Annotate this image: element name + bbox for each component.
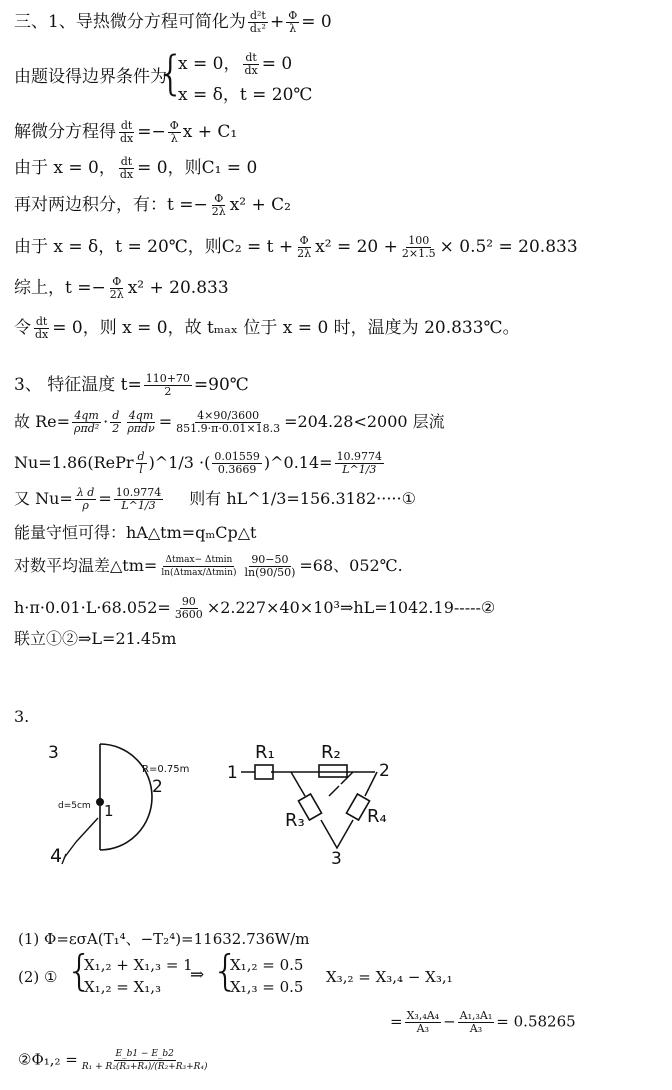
text: =204.28<2000 层流 [284,412,445,431]
s3b-eq-1: (1) Φ=εσA(T₁⁴、−T₂⁴)=11632.736W/m [18,930,310,948]
hemisphere-figure [40,730,200,870]
fraction [72,410,101,435]
fraction [118,156,135,181]
text: h·π·0.01·L·68.052= [14,598,171,617]
text: 对数平均温差△tm= [14,556,158,575]
den: A₃ [416,1022,430,1035]
node-1: 1 [227,763,238,783]
den: l [139,463,143,476]
s3-line-8 [14,628,176,650]
label-2: 2 [152,777,163,797]
text: 再对两边积分，有：t =− [14,195,208,215]
num: dt [245,51,257,64]
eq-x12-equals-x13: X₁,₂ = X₁,₃ [84,978,162,996]
den: ln(Δtmax/Δtmin) [161,568,237,578]
num: 100 [408,234,430,247]
den: A₃ [469,1022,483,1035]
den: dx [244,64,258,77]
num: d [112,409,120,422]
hemisphere-outline [100,744,152,850]
line-3 [14,120,237,145]
text: 故 Re= [14,412,71,431]
text: 令 [14,318,31,338]
num: λ d [76,486,95,499]
fraction [210,193,228,218]
eq-x12-x13: X₁,₂ + X₁,₃ = 1 [84,956,193,974]
text: 由题设得边界条件为 [14,67,167,87]
condition-1 [178,52,292,77]
line-2 [14,66,167,88]
text: x² + 20.833 [127,278,229,298]
text: x = δ，t = 20℃ [178,85,313,105]
text: = 0 [301,12,332,32]
text: − [443,1012,456,1031]
s3b-title: 3. [14,707,30,726]
text: 综上，t =− [14,278,106,298]
num: d²t [249,9,266,22]
num: Φ [214,192,224,205]
num: 4qm [74,409,99,422]
s3-line-4 [14,487,416,512]
num: 90 [181,595,196,608]
fraction [174,410,282,435]
num: 10.9774 [115,486,162,499]
text: = [390,1012,403,1031]
fraction [242,52,259,77]
fraction [108,276,126,301]
resistor-r1 [255,765,273,779]
node-2: 2 [379,761,390,781]
text: =− [137,122,166,142]
line-8 [14,316,520,341]
den: dx [120,132,134,145]
disc-dot [96,798,104,806]
text: 三、1、导热微分方程可简化为 [14,12,246,32]
text: =68、052℃. [299,556,403,575]
num: 0.01559 [214,450,260,463]
num: Φ [288,9,298,22]
s3-line-3 [14,451,386,476]
den: 2λ [297,247,312,260]
fraction [335,451,385,476]
num: A₁,₃A₁ [459,1009,493,1022]
line-7 [14,276,229,301]
left-brace: { [66,946,93,995]
num: Φ [112,275,122,288]
text: = [98,489,112,508]
text: 由于 x = 0， [14,158,116,178]
num: X₃,₄A₄ [406,1009,440,1022]
num: dt [35,315,48,328]
num: E_b1 − E_b2 [115,1049,174,1059]
fraction [110,410,121,435]
arrow-4 [62,818,98,864]
text: )^1/3 ·( [148,453,211,472]
den: 2 [164,385,172,398]
text: = 0.58265 [496,1012,576,1031]
text: = [158,412,173,431]
text: Nu=1.86(RePr [14,453,134,472]
line-4 [14,156,257,181]
fraction [168,120,181,145]
eq-x12-value: X₁,₂ = 0.5 [230,956,304,974]
num: dt [120,155,133,168]
num: Φ [299,234,309,247]
den: 2 [112,422,120,435]
fraction [286,10,299,35]
text: 则有 hL^1/3=156.3182·····① [189,489,416,508]
den: λ [289,22,297,35]
label-r4: R₄ [367,806,387,827]
num: 90−50 [251,553,289,566]
text: x² = 20 + [315,237,398,257]
fraction [136,451,147,476]
num: dt [120,119,133,132]
text: 3、 特征温度 t= [14,375,142,395]
line-6 [14,235,578,260]
s3-line-1 [14,373,249,398]
s3b-eq-3 [390,1010,576,1035]
den: 2λ [109,288,124,301]
line-1 [14,10,332,35]
text: = 0，则C₁ = 0 [137,158,258,178]
text: + [269,12,285,32]
s3-line-2 [14,410,445,435]
label-r1: R₁ [255,742,275,763]
den: R₁ + R₂(R₃+R₄)/(R₂+R₃+R₄) [81,1062,208,1072]
text: x = 0， [178,54,241,74]
fraction [248,10,268,35]
node-3: 3 [331,849,342,869]
den: 0.3669 [217,463,257,476]
label-diameter: d=5cm [58,801,91,811]
fraction [75,487,97,512]
eq-x32: X₃,₂ = X₃,₄ − X₃,₁ [326,968,453,986]
label-r2: R₂ [321,742,341,763]
text: × 0.5² = 20.833 [439,237,578,257]
fraction [144,373,192,398]
label-radius: R=0.75m [142,764,190,775]
network-figure [225,730,415,870]
text: 联立①②⇒L=21.45m [14,629,177,648]
label-r3: R₃ [285,810,305,831]
num: 10.9774 [336,450,383,463]
fraction [212,451,262,476]
fraction [118,120,135,145]
den: ln(90/50) [244,566,296,579]
fraction [173,596,205,621]
implies-arrow: ⇒ [190,965,205,985]
fraction [80,1048,210,1073]
fraction [114,487,164,512]
fraction [159,554,238,579]
s3-line-5 [14,522,256,544]
num: 4qm [128,409,154,422]
label-1: 1 [104,802,114,820]
den: 2×1.5 [401,247,436,260]
s3-line-6 [14,554,403,579]
num: Δtmax− Δtmin [165,555,233,565]
den: 851.9·π·0.01×18.3 [176,422,281,435]
text: x² + C₂ [229,195,291,215]
text: ×2.227×40×10³⇒hL=1042.19-----② [206,598,496,617]
den: λ [170,132,178,145]
den: ρπd² [74,422,100,435]
text: ②Φ₁,₂ = [18,1050,78,1069]
den: ρπdν [127,422,155,435]
den: L^1/3 [121,499,156,512]
den: L^1/3 [342,463,377,476]
line-5 [14,193,291,218]
num: Φ [169,119,179,132]
num: 110+70 [145,372,190,385]
text: 解微分方程得 [14,122,116,142]
den: dₓ² [249,22,266,35]
text: = 0，则 x = 0，故 tₘₐₓ 位于 x = 0 时，温度为 20.833℃。 [52,318,520,338]
text: x + C₁ [182,122,238,142]
eq-x13-value: X₁,₃ = 0.5 [230,978,304,996]
s3b-eq-2-label: (2) ① [18,968,58,986]
fraction [458,1010,495,1035]
label-3: 3 [48,743,59,763]
text: )^0.14= [263,453,333,472]
wire-top [241,772,375,796]
text: =90℃ [193,375,249,395]
fraction [400,235,438,260]
den: 3600 [174,608,203,621]
fraction [295,235,313,260]
fraction [33,316,50,341]
fraction [405,1010,442,1035]
label-4: 4 [50,845,63,867]
text: = 0 [261,54,293,74]
fraction [242,554,297,579]
den: 2λ [211,205,226,218]
text: 又 Nu= [14,489,73,508]
den: ρ [82,499,89,512]
s3b-eq-4 [18,1048,212,1073]
fraction [125,410,156,435]
text: 能量守恒可得：hA△tm=qₘCp△t [14,523,257,542]
resistor-r2 [319,765,347,777]
left-brace: { [156,46,186,100]
condition-2 [178,84,312,106]
text: · [103,412,109,431]
left-brace: { [212,946,239,995]
s3-line-7 [14,596,495,621]
den: dx [35,328,49,341]
den: dx [119,168,134,181]
text: 由于 x = δ，t = 20℃，则C₂ = t + [14,237,294,257]
num: d [137,450,145,463]
num: 4×90/3600 [197,409,260,422]
